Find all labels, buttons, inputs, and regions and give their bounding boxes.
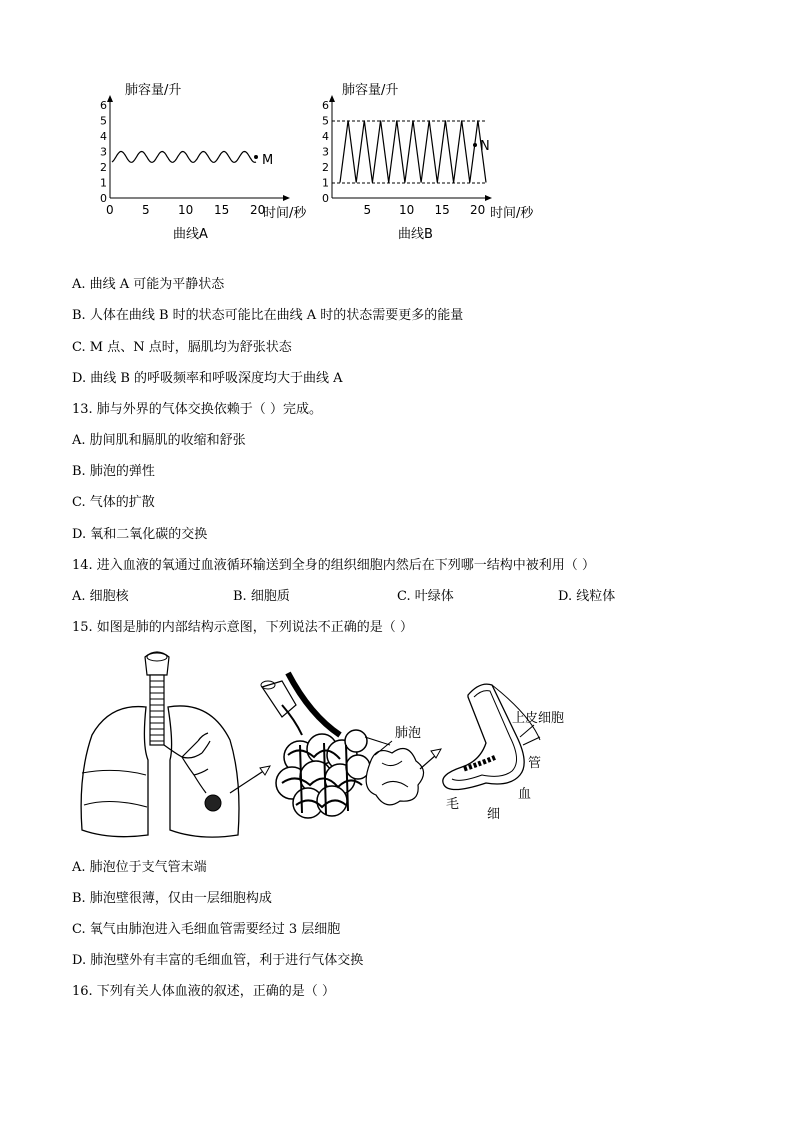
y-tick-label: 5: [100, 114, 107, 128]
lung-diagram-svg: [70, 645, 590, 845]
q15-stem: 15. 如图是肺的内部结构示意图，下列说法不正确的是（ ）: [72, 620, 413, 635]
label-epithelial: 上皮细胞: [512, 711, 565, 726]
q13-option-c: C. 气体的扩散: [72, 495, 155, 510]
q15-option-d: D. 肺泡壁外有丰富的毛细血管，利于进行气体交换: [72, 953, 364, 968]
y-tick-label: 3: [322, 145, 329, 159]
chart-a-caption: 曲线A: [173, 227, 208, 242]
chart-a-point-label: M: [262, 153, 274, 168]
label-xue: 血: [518, 787, 532, 802]
q12-option-d: D. 曲线 B 的呼吸频率和呼吸深度均大于曲线 A: [72, 371, 343, 386]
chart-b-point-label: N: [480, 139, 490, 154]
trachea: [145, 652, 169, 745]
y-tick-label: 4: [322, 130, 329, 143]
chart-a-xticks: [106, 203, 265, 217]
q13-option-b: B. 肺泡的弹性: [72, 464, 155, 479]
chart-a-x-arrow: [283, 195, 290, 201]
y-tick-label: 6: [322, 99, 329, 112]
label-guan: 管: [528, 756, 542, 771]
chart-a-point: [254, 155, 258, 159]
alveolus-outline: [366, 749, 423, 805]
arrow-2-icon: [431, 749, 441, 758]
chart-b-ylabel: 肺容量/升: [342, 83, 399, 98]
lung-diagram: [70, 645, 590, 845]
label-xi: 细: [487, 807, 501, 822]
chart-a-xlabel: 时间/秒: [263, 206, 307, 221]
y-tick-label: 1: [322, 176, 329, 190]
alveoli-cluster-small: [205, 795, 221, 811]
chart-a-curve: [112, 152, 256, 163]
y-tick-label: 1: [100, 176, 107, 190]
q14-option-c: C. 叶绿体: [397, 589, 454, 604]
q14-option-d: D. 线粒体: [558, 589, 616, 604]
chart-b-point: [473, 143, 477, 147]
x-tick-label: 10: [178, 203, 194, 217]
bronchiole: [261, 673, 340, 735]
y-tick-label: 0: [100, 192, 107, 205]
q13-option-d: D. 氧和二氧化碳的交换: [72, 527, 208, 542]
chart-b-xticks: [364, 203, 486, 217]
chart-b: [310, 78, 560, 248]
y-tick-label: 3: [100, 145, 107, 159]
chart-a-svg: [85, 78, 325, 248]
q13-option-a: A. 肋间肌和膈肌的收缩和舒张: [72, 433, 246, 448]
chart-a-ylabel: 肺容量/升: [125, 83, 182, 98]
x-tick-label: 20: [250, 203, 266, 217]
x-tick-label: 20: [470, 203, 486, 217]
x-tick-label: 5: [363, 203, 372, 217]
arrow-1-icon: [260, 766, 270, 775]
x-tick-label: 15: [434, 203, 450, 217]
y-tick-label: 0: [322, 192, 329, 205]
label-mao: 毛: [446, 797, 460, 812]
bronchi: [164, 733, 210, 793]
q12-option-c: C. M 点、N 点时，膈肌均为舒张状态: [72, 340, 292, 355]
x-tick-label: 10: [399, 203, 415, 217]
chart-a: [85, 78, 325, 248]
q12-option-b: B. 人体在曲线 B 时的状态可能比在曲线 A 时的状态需要更多的能量: [72, 308, 464, 323]
chart-b-x-arrow: [485, 195, 492, 201]
q15-option-b: B. 肺泡壁很薄，仅由一层细胞构成: [72, 891, 272, 906]
y-tick-label: 6: [100, 99, 107, 112]
q12-option-a: A. 曲线 A 可能为平静状态: [72, 277, 225, 292]
x-tick-label: 0: [106, 203, 114, 217]
chart-b-y-arrow: [329, 95, 335, 102]
alveolus-section: [443, 684, 540, 789]
chart-a-y-arrow: [107, 95, 113, 102]
y-tick-label: 5: [322, 114, 329, 128]
x-tick-label: 15: [214, 203, 230, 217]
y-tick-label: 2: [100, 161, 107, 174]
q15-option-a: A. 肺泡位于支气管末端: [72, 860, 207, 875]
q13-stem: 13. 肺与外界的气体交换依赖于（ ）完成。: [72, 402, 322, 417]
q14-option-b: B. 细胞质: [233, 589, 290, 604]
q14-stem: 14. 进入血液的氧通过血液循环输送到全身的组织细胞内然后在下列哪一结构中被利用（ ）: [72, 558, 595, 573]
chart-b-xlabel: 时间/秒: [490, 206, 534, 221]
chart-b-svg: [310, 78, 560, 248]
y-tick-label: 4: [100, 130, 107, 143]
q15-option-c: C. 氧气由肺泡进入毛细血管需要经过 3 层细胞: [72, 922, 341, 937]
label-alveolus: 肺泡: [395, 726, 422, 741]
chart-a-yticks: [100, 99, 107, 205]
q16-stem: 16. 下列有关人体血液的叙述，正确的是（ ）: [72, 984, 335, 999]
chart-b-caption: 曲线B: [398, 227, 433, 242]
chart-b-curve: [340, 121, 486, 183]
q14-option-a: A. 细胞核: [72, 589, 129, 604]
chart-b-yticks: [322, 99, 329, 205]
y-tick-label: 2: [322, 161, 329, 174]
x-tick-label: 5: [142, 203, 150, 217]
